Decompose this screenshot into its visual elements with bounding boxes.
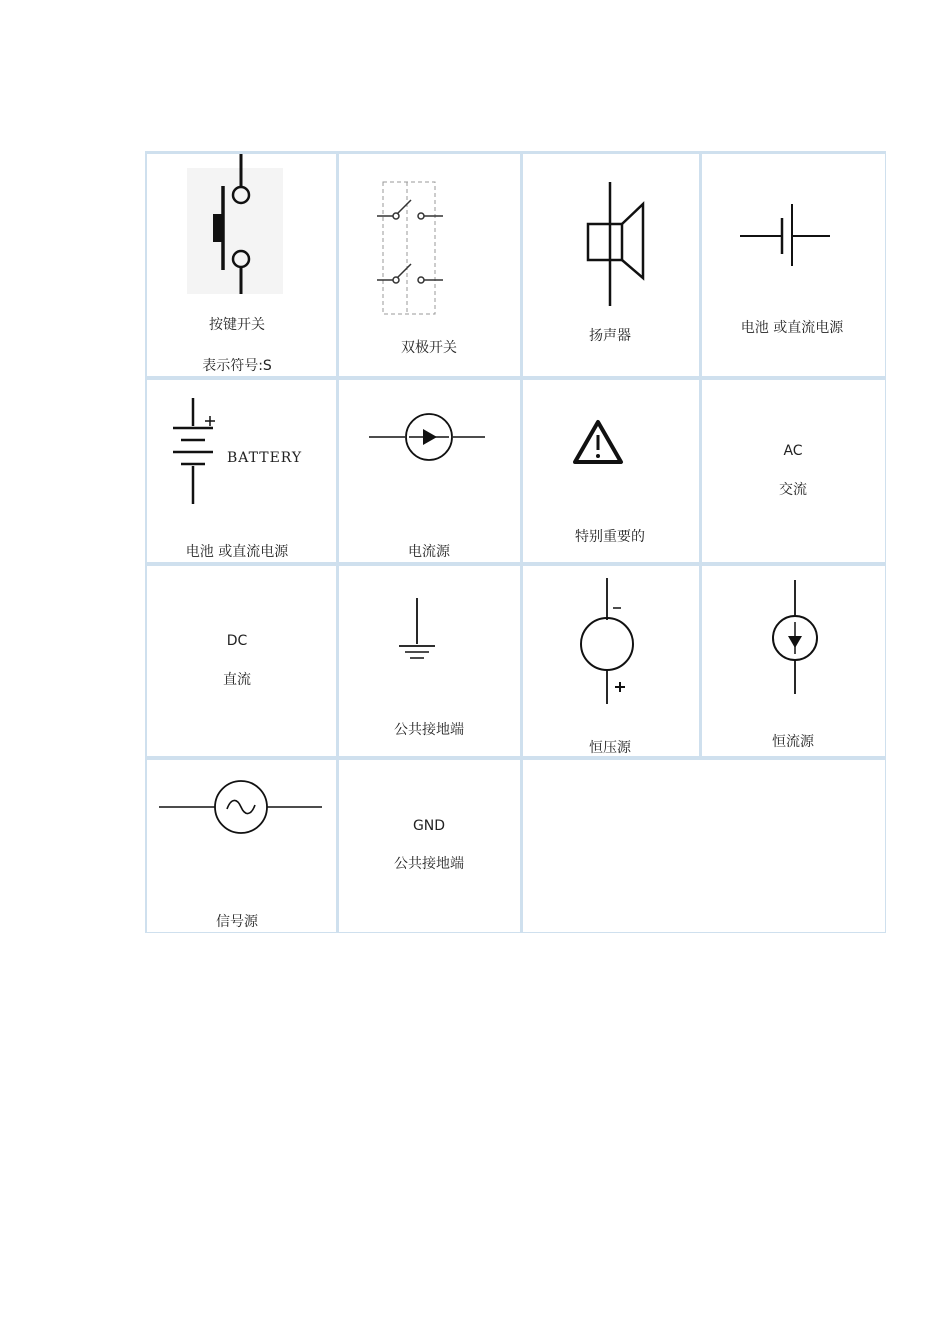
cell-ground (339, 566, 520, 756)
speaker-label: 扬声器 (589, 328, 631, 344)
cell-constant-current (702, 566, 885, 756)
signal-source-label: 信号源 (216, 914, 258, 930)
cell-push-switch (147, 154, 336, 376)
current-source-icon (339, 380, 520, 562)
push-switch-label: 按键开关 (209, 317, 265, 333)
battery-simple-label: 电池 或直流电源 (740, 320, 844, 336)
cell-battery (147, 380, 336, 562)
cell-signal-source (147, 760, 336, 932)
dc-abbr: DC (226, 633, 248, 649)
current-source-label: 电流源 (408, 544, 450, 560)
battery-icon (147, 380, 336, 562)
dpst-switch-label: 双极开关 (401, 340, 457, 356)
cell-speaker (523, 154, 699, 376)
constant-current-icon (702, 566, 885, 756)
warning-label: 特别重要的 (575, 529, 645, 545)
cell-dpst-switch (339, 154, 520, 376)
cell-ac (702, 380, 885, 562)
cell-voltage-source (523, 566, 699, 756)
cell-battery-simple (702, 154, 885, 376)
push-switch-icon (147, 154, 336, 376)
signal-source-icon (147, 760, 336, 932)
cell-warning (523, 380, 699, 562)
ac-label: 交流 (779, 482, 807, 498)
constant-current-label: 恒流源 (772, 734, 814, 750)
battery-label: 电池 或直流电源 (185, 544, 289, 560)
ac-abbr: AC (783, 443, 803, 459)
dc-label: 直流 (223, 672, 251, 688)
cell-empty (523, 760, 885, 932)
cell-dc (147, 566, 336, 756)
cell-gnd (339, 760, 520, 932)
cell-current-source (339, 380, 520, 562)
voltage-source-icon (523, 566, 699, 756)
voltage-source-label: 恒压源 (589, 740, 631, 756)
gnd-abbr: GND (412, 818, 446, 834)
battery-text: BATTERY (227, 450, 303, 466)
gnd-label: 公共接地端 (394, 856, 464, 872)
push-switch-symbol-text: 表示符号:S (202, 358, 272, 374)
ground-label: 公共接地端 (394, 722, 464, 738)
battery-simple-icon (702, 154, 885, 376)
